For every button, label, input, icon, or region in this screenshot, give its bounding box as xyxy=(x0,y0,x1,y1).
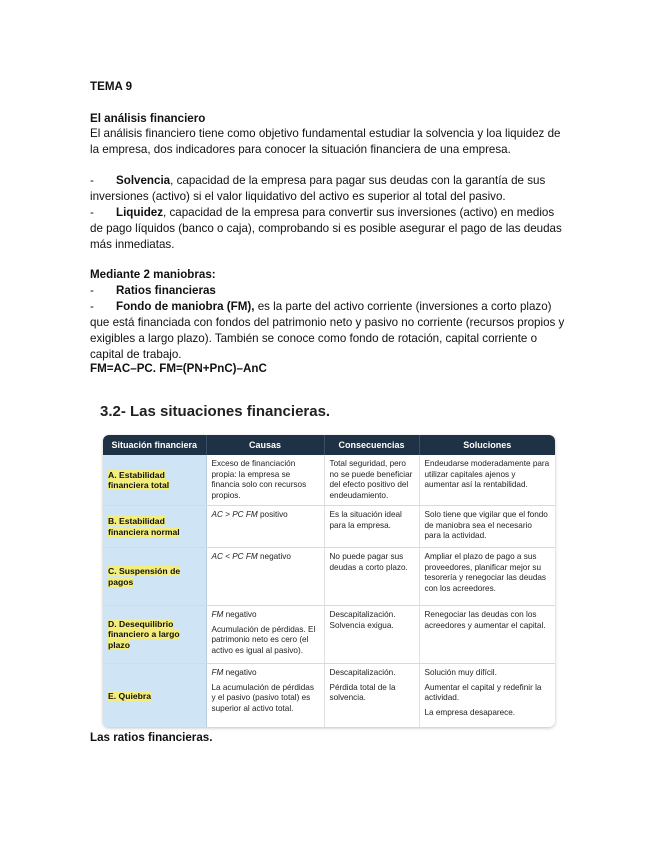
liquidez-paragraph xyxy=(90,205,570,253)
causes-formula: AC < PC FM xyxy=(211,552,258,561)
causes-sign: negativo xyxy=(257,552,291,561)
ratios-label: Ratios financieras xyxy=(116,284,216,297)
causes-formula: FM xyxy=(211,668,224,677)
header-consequences: Consecuencias xyxy=(324,435,419,455)
consequences-cell: Descapitalización. Solvencia exigua. xyxy=(324,606,419,664)
solutions-cell xyxy=(419,664,555,728)
situation-cell xyxy=(103,606,206,664)
solvencia-term: Solvencia xyxy=(116,174,171,187)
situation-label: A. Estabilidad financiera total xyxy=(108,469,170,490)
consequences-cell: Es la situación ideal para la empresa. xyxy=(324,506,419,548)
causes-cell xyxy=(206,664,324,728)
solutions-cell: Solo tiene que vigilar que el fondo de maniobra sea el necesario para la actividad. xyxy=(419,506,555,548)
causes-cell xyxy=(206,606,324,664)
causes-formula: AC > PC FM xyxy=(211,510,258,519)
situation-cell xyxy=(103,455,206,506)
bullet-dash: - xyxy=(90,206,94,219)
causes-detail: La acumulación de pérdidas y el pasivo (pasivo total) es superior al activo total. xyxy=(211,682,314,713)
section-heading: El análisis financiero xyxy=(90,112,206,125)
header-situation: Situación financiera xyxy=(103,435,206,455)
table-row xyxy=(103,455,555,506)
solution-line: Aumentar el capital y redefinir la actividad. xyxy=(424,682,542,702)
consequence-line: Pérdida total de la solvencia. xyxy=(329,682,396,702)
causes-cell xyxy=(206,548,324,606)
fm-text: es la parte del activo corriente (inversiones a corto plazo) que está financiada con fondos del patrimonio neto y pasivo no corriente (recursos propios y exigibles a largo plazo). También se conoce como fondo de rotación, capital corriente o capital de trabajo. xyxy=(90,300,565,361)
table-row xyxy=(103,606,555,664)
bullet-dash: - xyxy=(90,300,94,313)
consequences-cell: Total seguridad, pero no se puede beneficiar del efecto positivo del endeudamiento. xyxy=(324,455,419,506)
situation-cell xyxy=(103,664,206,728)
situation-label: C. Suspensión de pagos xyxy=(108,566,181,587)
causes-sign: negativo xyxy=(223,668,257,677)
consequence-line: Descapitalización. xyxy=(329,668,396,677)
solvencia-text: , capacidad de la empresa para pagar sus deudas con la garantía de sus inversiones (activo) si el valor liquidativo del activo es superior al total del pasivo. xyxy=(90,174,546,203)
maniobras-heading: Mediante 2 maniobras: xyxy=(90,268,216,281)
topic-label: TEMA 9 xyxy=(90,80,133,93)
causes-cell xyxy=(206,506,324,548)
causes-sign: positivo xyxy=(257,510,288,519)
solution-line: La empresa desaparece. xyxy=(424,707,516,717)
bullet-dash: - xyxy=(90,174,94,187)
consequences-cell: No puede pagar sus deudas a corto plazo. xyxy=(324,548,419,606)
table-header-row xyxy=(103,435,555,455)
financial-situations-table xyxy=(103,435,555,727)
solvencia-paragraph xyxy=(90,173,570,205)
liquidez-term: Liquidez xyxy=(116,206,164,219)
causes-formula: FM xyxy=(211,610,224,619)
bullet-dash: - xyxy=(90,284,94,297)
ratios-item xyxy=(90,283,570,299)
situation-cell xyxy=(103,506,206,548)
situation-label: E. Quiebra xyxy=(108,690,151,701)
header-solutions: Soluciones xyxy=(419,435,555,455)
situation-label: D. Desequilibrio financiero a largo plazo xyxy=(108,618,180,650)
solutions-cell: Endeudarse moderadamente para utilizar capitales ajenos y aumentar así la rentabilidad. xyxy=(419,455,555,506)
header-causes: Causas xyxy=(206,435,324,455)
table-row xyxy=(103,664,555,728)
consequences-cell xyxy=(324,664,419,728)
financial-situations-title: 3.2- Las situaciones financieras. xyxy=(100,403,331,420)
situation-label: B. Estabilidad financiera normal xyxy=(108,516,180,537)
liquidez-text: , capacidad de la empresa para convertir sus inversiones (activo) en medios de pago líquidos (banco o caja), comprobando si es posible asegurar el pago de las deudas más inmediatas. xyxy=(90,206,562,251)
solutions-cell: Ampliar el plazo de pago a sus proveedores, planificar mejor su tesorería y renegociar las deudas con los acreedores. xyxy=(419,548,555,606)
fm-term: Fondo de maniobra (FM), xyxy=(116,300,255,313)
causes-cell: Exceso de financiación propia: la empresa se financia solo con recursos propios. xyxy=(206,455,324,506)
closing-heading: Las ratios financieras. xyxy=(90,731,213,744)
intro-paragraph: El análisis financiero tiene como objetivo fundamental estudiar la solvencia y loa liquidez de la empresa, dos indicadores para conocer la situación financiera de una empresa. xyxy=(90,127,561,156)
solution-line: Solución muy difícil. xyxy=(424,668,497,677)
causes-detail: Acumulación de pérdidas. El patrimonio neto es cero (el activo es igual al pasivo). xyxy=(211,624,316,655)
causes-sign: negativo xyxy=(223,610,257,619)
solutions-cell: Renegociar las deudas con los acreedores y aumentar el capital. xyxy=(419,606,555,664)
fm-formula: FM=AC–PC. FM=(PN+PnC)–AnC xyxy=(90,362,267,375)
table-row xyxy=(103,548,555,606)
fm-paragraph xyxy=(90,299,570,363)
situation-cell xyxy=(103,548,206,606)
table-row xyxy=(103,506,555,548)
